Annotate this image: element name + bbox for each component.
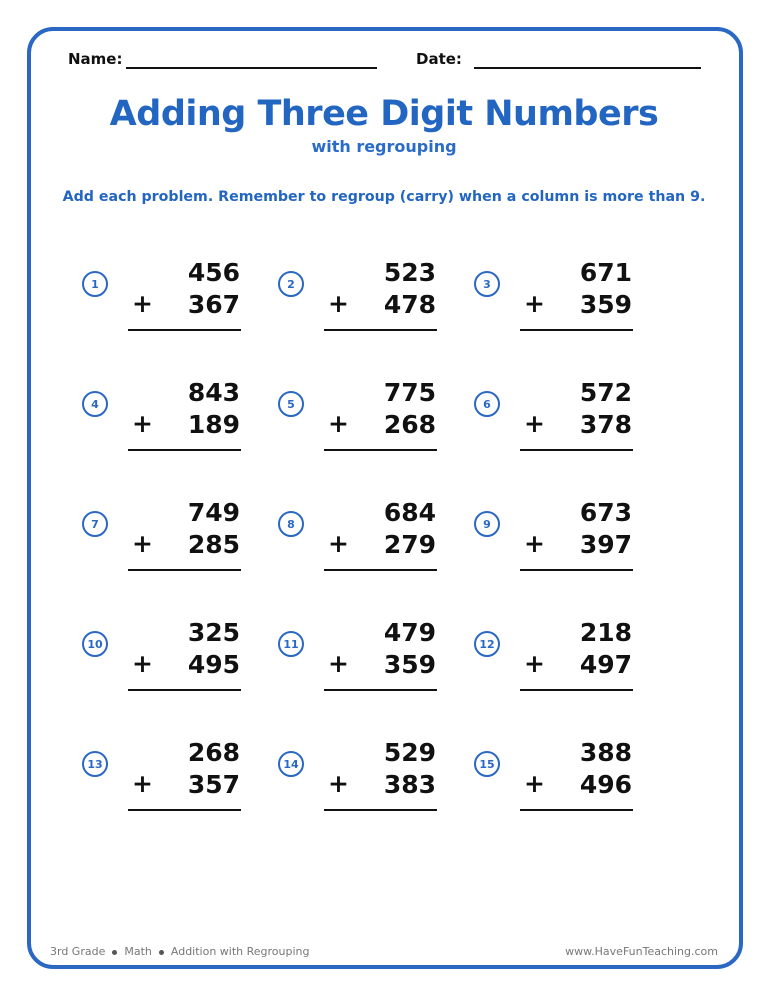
top-addend: 749 <box>187 498 240 527</box>
plus-sign: + <box>132 289 153 318</box>
problem-1 <box>82 258 252 348</box>
problem-5 <box>278 378 448 468</box>
problem-12 <box>474 618 644 708</box>
plus-sign: + <box>328 529 349 558</box>
top-addend: 572 <box>579 378 632 407</box>
bottom-addend: 497 <box>579 650 632 679</box>
bottom-addend: 279 <box>383 530 436 559</box>
top-addend: 479 <box>383 618 436 647</box>
answer-line <box>128 449 241 451</box>
page-subtitle: with regrouping <box>311 137 457 156</box>
problem-8 <box>278 498 448 588</box>
plus-sign: + <box>132 649 153 678</box>
plus-sign: + <box>328 289 349 318</box>
footer-breadcrumb <box>50 945 310 958</box>
footer-subject: Math <box>124 945 152 958</box>
bottom-addend: 397 <box>579 530 632 559</box>
bottom-addend: 268 <box>383 410 436 439</box>
plus-sign: + <box>524 409 545 438</box>
bottom-addend: 478 <box>383 290 436 319</box>
problem-number-badge: 4 <box>82 391 108 417</box>
problem-number-badge: 12 <box>474 631 500 657</box>
answer-line <box>520 329 633 331</box>
name-line <box>126 67 377 69</box>
problem-4 <box>82 378 252 468</box>
answer-line <box>520 449 633 451</box>
problem-number-badge: 10 <box>82 631 108 657</box>
bottom-addend: 357 <box>187 770 240 799</box>
answer-line <box>520 689 633 691</box>
problem-7 <box>82 498 252 588</box>
page-title: Adding Three Digit Numbers <box>109 94 659 134</box>
plus-sign: + <box>328 769 349 798</box>
bullet-icon <box>112 950 117 955</box>
problem-6 <box>474 378 644 468</box>
problem-number-badge: 2 <box>278 271 304 297</box>
plus-sign: + <box>524 529 545 558</box>
answer-line <box>324 689 437 691</box>
plus-sign: + <box>132 409 153 438</box>
plus-sign: + <box>132 529 153 558</box>
bottom-addend: 359 <box>383 650 436 679</box>
problem-number-badge: 7 <box>82 511 108 537</box>
plus-sign: + <box>524 289 545 318</box>
top-addend: 325 <box>187 618 240 647</box>
bottom-addend: 359 <box>579 290 632 319</box>
bottom-addend: 383 <box>383 770 436 799</box>
problem-number-badge: 9 <box>474 511 500 537</box>
plus-sign: + <box>328 649 349 678</box>
answer-line <box>324 449 437 451</box>
problem-9 <box>474 498 644 588</box>
answer-line <box>128 809 241 811</box>
bottom-addend: 495 <box>187 650 240 679</box>
name-label: Name: <box>68 50 123 68</box>
answer-line <box>520 569 633 571</box>
plus-sign: + <box>328 409 349 438</box>
problem-number-badge: 1 <box>82 271 108 297</box>
problem-2 <box>278 258 448 348</box>
problem-number-badge: 15 <box>474 751 500 777</box>
top-addend: 684 <box>383 498 436 527</box>
problem-number-badge: 14 <box>278 751 304 777</box>
bullet-icon <box>159 950 164 955</box>
footer-website: www.HaveFunTeaching.com <box>565 945 718 958</box>
answer-line <box>128 329 241 331</box>
top-addend: 456 <box>187 258 240 287</box>
problem-14 <box>278 738 448 828</box>
bottom-addend: 367 <box>187 290 240 319</box>
problem-3 <box>474 258 644 348</box>
problem-number-badge: 8 <box>278 511 304 537</box>
top-addend: 673 <box>579 498 632 527</box>
bottom-addend: 189 <box>187 410 240 439</box>
problem-13 <box>82 738 252 828</box>
answer-line <box>128 689 241 691</box>
problem-number-badge: 6 <box>474 391 500 417</box>
problem-15 <box>474 738 644 828</box>
top-addend: 268 <box>187 738 240 767</box>
date-line <box>474 67 701 69</box>
answer-line <box>324 809 437 811</box>
plus-sign: + <box>132 769 153 798</box>
bottom-addend: 378 <box>579 410 632 439</box>
answer-line <box>324 569 437 571</box>
problem-number-badge: 13 <box>82 751 108 777</box>
top-addend: 529 <box>383 738 436 767</box>
top-addend: 523 <box>383 258 436 287</box>
problem-number-badge: 11 <box>278 631 304 657</box>
answer-line <box>128 569 241 571</box>
problem-10 <box>82 618 252 708</box>
bottom-addend: 496 <box>579 770 632 799</box>
footer-grade: 3rd Grade <box>50 945 106 958</box>
top-addend: 671 <box>579 258 632 287</box>
answer-line <box>520 809 633 811</box>
answer-line <box>324 329 437 331</box>
plus-sign: + <box>524 649 545 678</box>
problem-number-badge: 3 <box>474 271 500 297</box>
top-addend: 388 <box>579 738 632 767</box>
footer-topic: Addition with Regrouping <box>170 945 310 958</box>
problem-11 <box>278 618 448 708</box>
top-addend: 775 <box>383 378 436 407</box>
top-addend: 218 <box>579 618 632 647</box>
top-addend: 843 <box>187 378 240 407</box>
instructions: Add each problem. Remember to regroup (carry) when a column is more than 9. <box>62 189 706 205</box>
problem-number-badge: 5 <box>278 391 304 417</box>
bottom-addend: 285 <box>187 530 240 559</box>
date-label: Date: <box>416 50 462 68</box>
plus-sign: + <box>524 769 545 798</box>
